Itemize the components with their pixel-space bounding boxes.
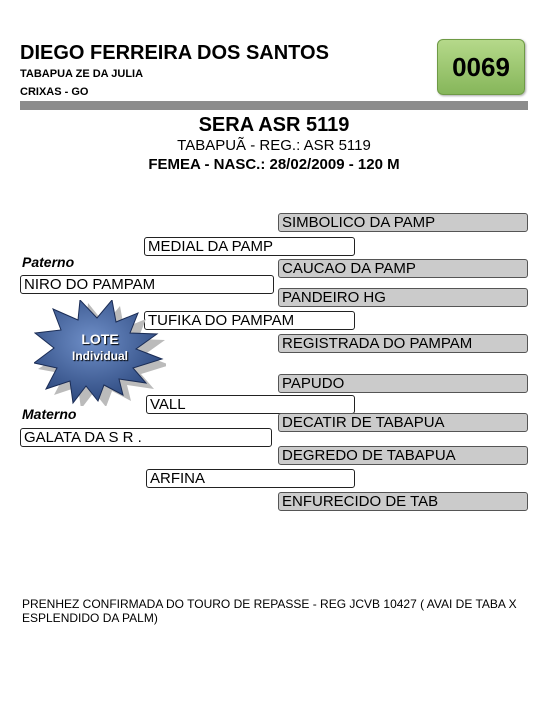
great-grandparent-8: ENFURECIDO DE TAB [278,492,528,511]
maternal-grandsire: VALL [146,395,355,414]
animal-registration: TABAPUÃ - REG.: ASR 5119 [177,137,371,154]
animal-sex-birth: FEMEA - NASC.: 28/02/2009 - 120 M [148,156,400,173]
individual-label: Individual [71,349,128,363]
great-grandparent-6: DECATIR DE TABAPUA [278,413,528,432]
lot-number-badge: 0069 [437,39,525,95]
animal-name: SERA ASR 5119 [198,114,350,136]
farm-location: CRIXAS - GO [20,86,89,98]
great-grandparent-7: DEGREDO DE TABAPUA [278,446,528,465]
pregnancy-note: PRENHEZ CONFIRMADA DO TOURO DE REPASSE - REG JCVB 10427 ( AVAI DE TABA X ESPLENDIDO DA PALM) [22,597,517,625]
great-grandparent-2: CAUCAO DA PAMP [278,259,528,278]
great-grandparent-4: REGISTRADA DO PAMPAM [278,334,528,353]
paternal-granddam: TUFIKA DO PAMPAM [144,311,355,330]
great-grandparent-1: SIMBOLICO DA PAMP [278,213,528,232]
great-grandparent-3: PANDEIRO HG [278,288,528,307]
owner-name: DIEGO FERREIRA DOS SANTOS [20,42,329,64]
farm-name: TABAPUA ZE DA JULIA [20,68,144,80]
paterno-label: Paterno [22,254,75,270]
materno-label: Materno [22,406,77,422]
lote-label: LOTE [81,331,119,347]
maternal-granddam: ARFINA [146,469,355,488]
sire: NIRO DO PAMPAM [20,275,274,294]
dam: GALATA DA S R . [20,428,272,447]
lote-individual-badge [34,300,166,406]
great-grandparent-5: PAPUDO [278,374,528,393]
paternal-grandsire: MEDIAL DA PAMP [144,237,355,256]
header-divider [20,101,528,110]
